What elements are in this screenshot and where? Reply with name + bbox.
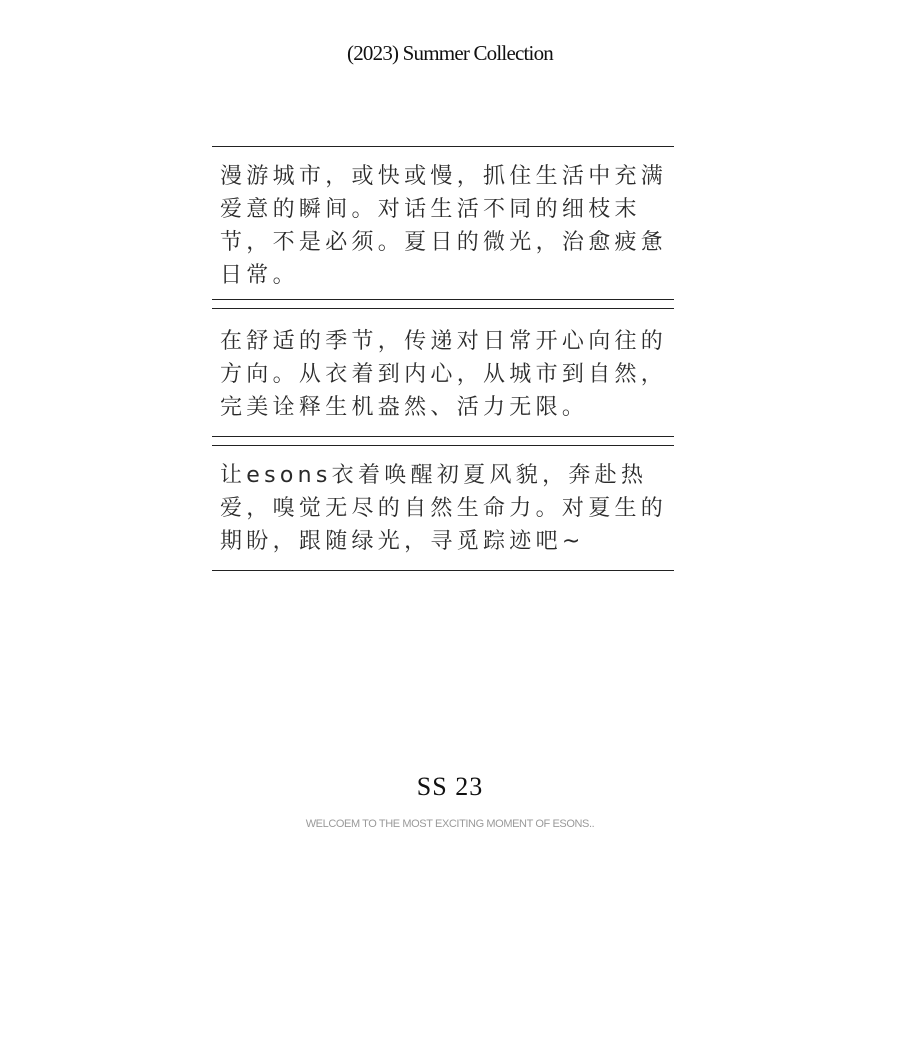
- paragraph-1: 漫游城市，或快或慢，抓住生活中充满爱意的瞬间。对话生活不同的细枝末节，不是必须。夏日的微光，治愈疲惫日常。: [220, 164, 668, 288]
- text-block-1: [212, 146, 674, 300]
- text-block-3: [212, 445, 674, 571]
- paragraph-3: 让esons衣着唤醒初夏风貌，奔赴热爱，嗅觉无尽的自然生命力。对夏生的期盼，跟随绿光，寻觅踪迹吧~: [220, 463, 668, 554]
- welcome-tagline: WELCOEM TO THE MOST EXCITING MOMENT OF ESONS..: [305, 818, 595, 830]
- text-block-2: [212, 308, 674, 437]
- season-title: SS 23: [416, 772, 484, 801]
- collection-title: (2023) Summer Collection: [347, 41, 553, 65]
- paragraph-2: 在舒适的季节，传递对日常开心向往的方向。从衣着到内心，从城市到自然，完美诠释生机盎然、活力无限。: [220, 329, 668, 420]
